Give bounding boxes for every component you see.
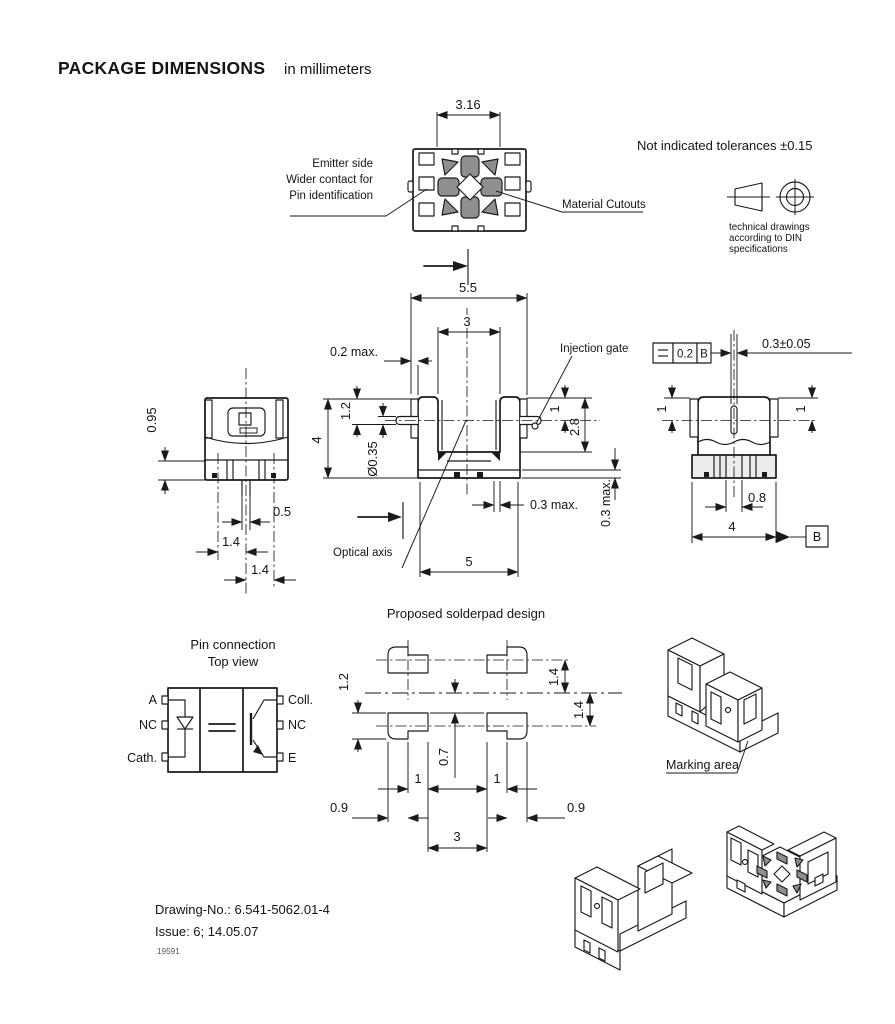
sp-dim-1-4-a bbox=[546, 660, 565, 693]
dim-5 bbox=[420, 482, 518, 577]
dim-1-right bbox=[778, 385, 818, 433]
svg-text:0.3±0.05: 0.3±0.05 bbox=[762, 337, 811, 351]
svg-text:5: 5 bbox=[465, 554, 473, 569]
dim-0-95 bbox=[144, 407, 206, 494]
tolerance-text: Not indicated tolerances ±0.15 bbox=[637, 138, 813, 153]
page-title bbox=[58, 58, 372, 78]
dim-0-3-max-wall bbox=[472, 481, 578, 512]
front-view-body bbox=[418, 397, 520, 478]
svg-text:1: 1 bbox=[793, 405, 808, 413]
dim-3-16 bbox=[437, 97, 500, 147]
svg-text:Ø0.35: Ø0.35 bbox=[365, 441, 380, 477]
svg-text:Pin identification: Pin identification bbox=[289, 190, 373, 202]
dim-1-left bbox=[654, 385, 690, 433]
emitter-side-label bbox=[286, 158, 427, 216]
dim-4-height bbox=[309, 399, 418, 478]
svg-text:1: 1 bbox=[547, 405, 562, 413]
title-suffix: in millimeters bbox=[284, 61, 372, 78]
sp-dim-1-4-b bbox=[571, 693, 590, 726]
dim-0-8 bbox=[705, 480, 766, 512]
svg-text:Wider contact for: Wider contact for bbox=[286, 174, 373, 186]
dim-0-5 bbox=[222, 496, 291, 530]
solderpad-design bbox=[330, 606, 622, 852]
footer bbox=[155, 902, 330, 956]
svg-text:1.2: 1.2 bbox=[338, 401, 353, 421]
svg-text:0.95: 0.95 bbox=[144, 407, 159, 433]
svg-text:1: 1 bbox=[414, 771, 422, 786]
svg-text:Optical axis: Optical axis bbox=[333, 547, 393, 559]
feature-control-frame bbox=[653, 343, 731, 363]
sp-dim-0-7 bbox=[430, 679, 484, 778]
dim-0-3-max-foot bbox=[522, 448, 621, 527]
pin-label-emitter: E bbox=[288, 751, 297, 765]
sp-dim-1-right bbox=[457, 771, 537, 789]
drawing-number: Drawing-No.: 6.541-5062.01-4 bbox=[155, 902, 330, 917]
datum-b-label: B bbox=[812, 530, 822, 544]
svg-text:0.2: 0.2 bbox=[677, 348, 693, 361]
svg-text:Emitter side: Emitter side bbox=[312, 158, 373, 170]
pin-label-anode: A bbox=[148, 693, 157, 707]
svg-text:1.4: 1.4 bbox=[546, 667, 561, 687]
sp-dim-3 bbox=[428, 829, 487, 848]
dim-5-5 bbox=[411, 280, 527, 395]
material-cutouts-pattern bbox=[438, 156, 502, 218]
svg-text:0.9: 0.9 bbox=[330, 800, 349, 815]
svg-text:0.8: 0.8 bbox=[748, 490, 767, 505]
sp-dim-0-9-left bbox=[330, 800, 428, 818]
svg-text:0.9: 0.9 bbox=[567, 800, 586, 815]
svg-text:1: 1 bbox=[493, 771, 501, 786]
dim-1-2 bbox=[323, 386, 411, 437]
iso-view-bottom bbox=[727, 826, 837, 917]
dim-1-4-a bbox=[196, 534, 268, 552]
issue-date: Issue: 6; 14.05.07 bbox=[155, 924, 259, 939]
svg-text:2.8: 2.8 bbox=[567, 417, 582, 437]
dim-0-3-gate bbox=[731, 334, 852, 404]
dim-lead-dia bbox=[365, 403, 396, 477]
iso-view-front bbox=[575, 849, 692, 970]
pin-connection-subtitle: Top view bbox=[207, 654, 259, 669]
front-view bbox=[309, 280, 628, 577]
sp-dim-0-9-right bbox=[488, 800, 585, 818]
svg-text:Material Cutouts: Material Cutouts bbox=[562, 199, 646, 211]
pin-label-nc-left: NC bbox=[138, 718, 157, 732]
marking-window bbox=[711, 692, 721, 724]
dim-3 bbox=[438, 314, 500, 394]
svg-text:0.3 max.: 0.3 max. bbox=[530, 498, 578, 512]
pin-label-nc-right: NC bbox=[288, 718, 307, 732]
pin-connection-title: Pin connection bbox=[190, 637, 276, 652]
pin-label-collector: Coll. bbox=[288, 693, 314, 707]
svg-text:5.5: 5.5 bbox=[458, 280, 478, 295]
svg-text:B: B bbox=[700, 348, 708, 361]
dim-0-2-max bbox=[330, 345, 432, 395]
svg-text:1.4: 1.4 bbox=[250, 562, 270, 577]
svg-text:according to DIN: according to DIN bbox=[729, 233, 802, 244]
svg-text:0.2 max.: 0.2 max. bbox=[330, 345, 378, 359]
svg-text:0.7: 0.7 bbox=[436, 747, 451, 767]
svg-text:specifications: specifications bbox=[729, 244, 788, 255]
sp-dim-1-left bbox=[378, 771, 458, 789]
solderpad-title: Proposed solderpad design bbox=[386, 606, 546, 621]
svg-text:4: 4 bbox=[728, 519, 736, 534]
injection-gate-feature bbox=[532, 423, 538, 429]
pin-connection-box bbox=[168, 688, 277, 772]
section-arrow-bottom bbox=[358, 502, 403, 539]
svg-text:0.5: 0.5 bbox=[273, 504, 292, 519]
svg-text:Injection gate: Injection gate bbox=[560, 343, 629, 355]
svg-text:1.4: 1.4 bbox=[571, 700, 586, 720]
svg-text:3: 3 bbox=[453, 829, 461, 844]
optical-axis-label bbox=[333, 421, 466, 569]
dim-1-4-b bbox=[224, 562, 296, 580]
title-main: PACKAGE DIMENSIONS bbox=[58, 58, 266, 78]
iso-view-marking bbox=[666, 638, 778, 773]
svg-text:0.3 max.: 0.3 max. bbox=[599, 479, 613, 527]
svg-text:1: 1 bbox=[654, 405, 669, 413]
top-view bbox=[286, 97, 646, 285]
svg-text:1.2: 1.2 bbox=[336, 672, 351, 692]
pin-label-cathode: Cath. bbox=[127, 751, 157, 765]
svg-text:1.4: 1.4 bbox=[221, 534, 241, 549]
form-code: 19591 bbox=[157, 947, 180, 956]
svg-text:technical drawings: technical drawings bbox=[729, 222, 810, 233]
dim-3-16-label: 3.16 bbox=[455, 97, 481, 112]
pin-connection bbox=[127, 637, 313, 772]
left-side-view bbox=[144, 368, 296, 595]
tolerance-note bbox=[637, 138, 813, 153]
svg-text:4: 4 bbox=[309, 436, 324, 444]
right-side-view bbox=[653, 330, 852, 547]
svg-text:3: 3 bbox=[463, 314, 471, 329]
sp-dim-1-2 bbox=[336, 673, 386, 752]
din-projection-symbol bbox=[727, 179, 814, 255]
svg-text:Marking area: Marking area bbox=[666, 758, 739, 772]
